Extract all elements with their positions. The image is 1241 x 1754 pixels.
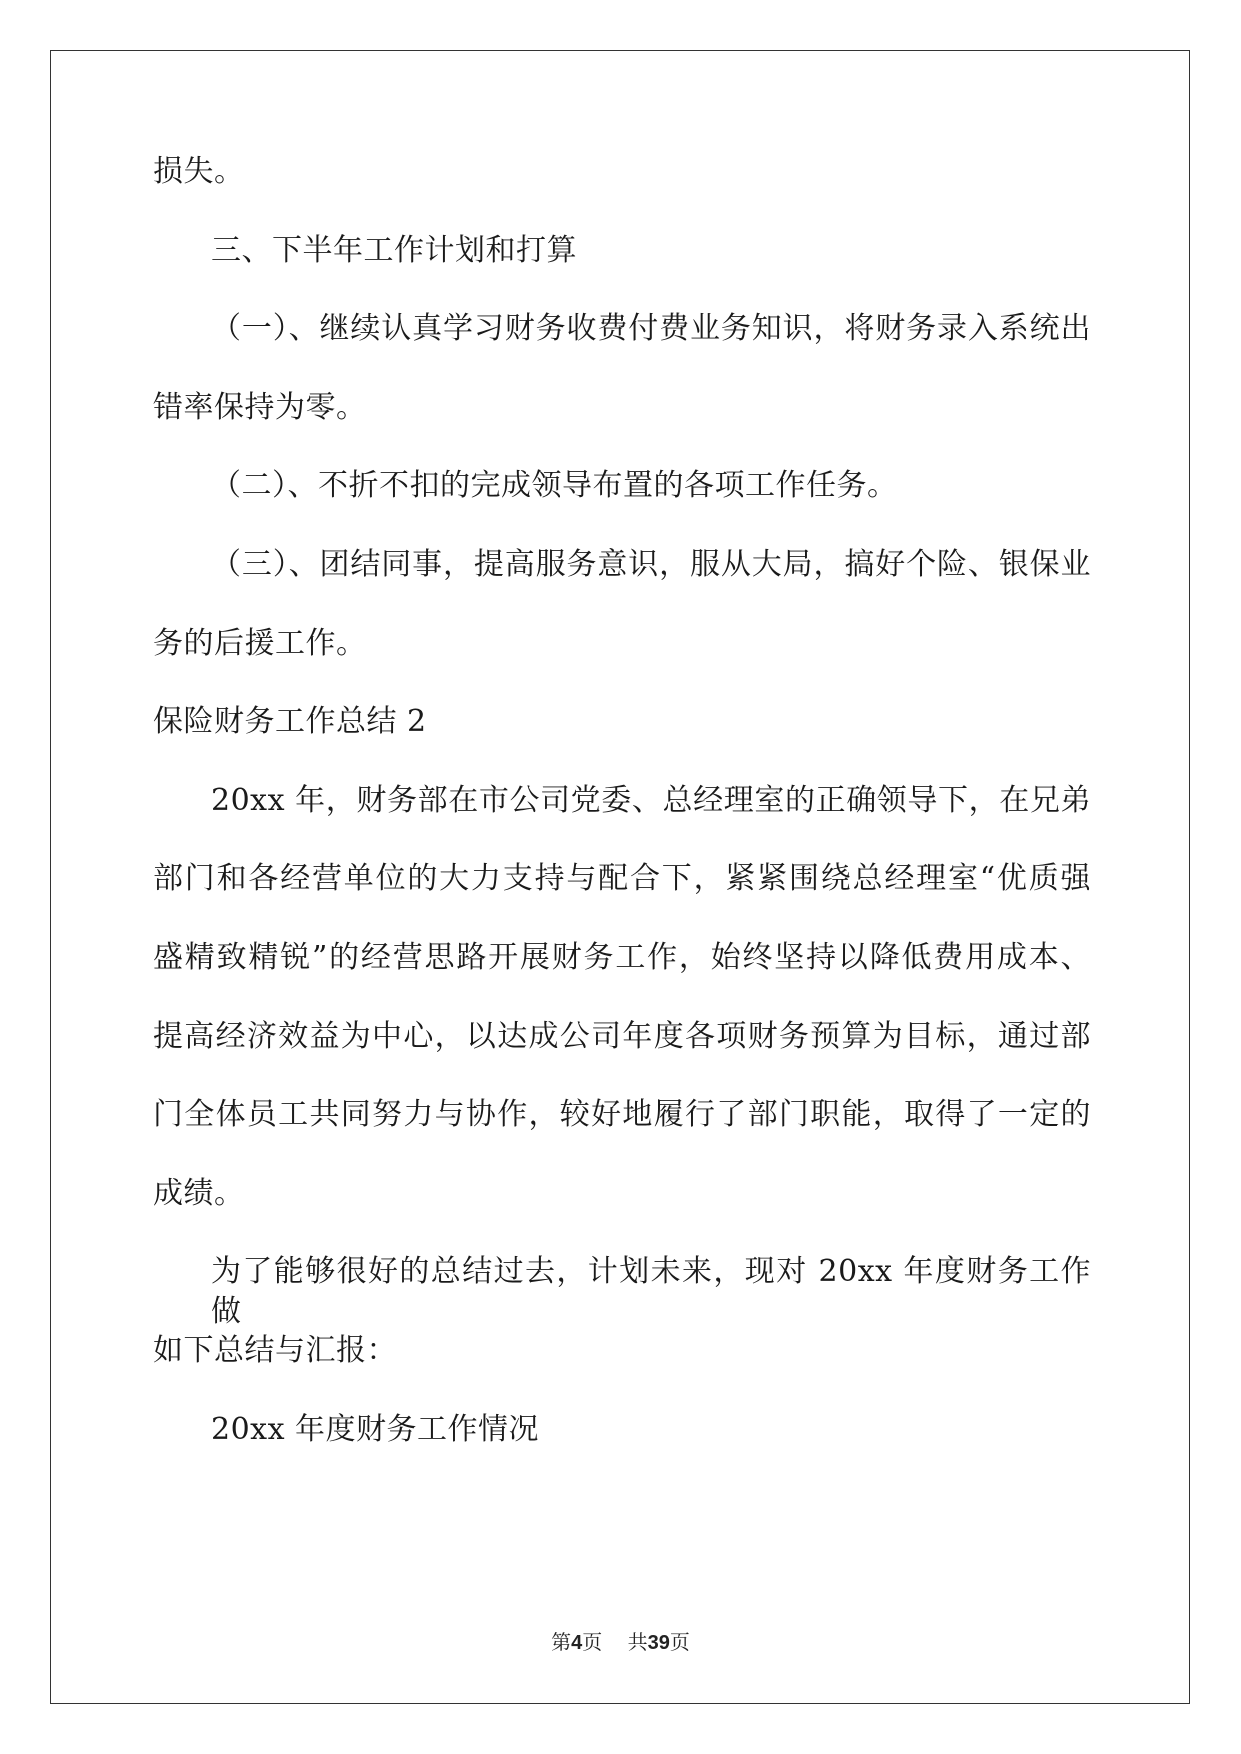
footer-total-prefix: 共 [627, 1630, 648, 1654]
text-line: 盛精致精锐”的经营思路开展财务工作，始终坚持以降低费用成本、 [153, 940, 1091, 975]
page-footer [0, 1630, 1241, 1655]
total-page-count: 39 [647, 1632, 670, 1654]
text-line: 部门和各经营单位的大力支持与配合下，紧紧围绕总经理室“优质强 [153, 861, 1091, 897]
footer-page-suffix: 页 [582, 1630, 603, 1654]
text-line: 如下总结与汇报： [153, 1333, 397, 1368]
text-line: 损失。 [153, 154, 245, 189]
section-heading: 三、下半年工作计划和打算 [211, 232, 577, 268]
text-line: 20xx 年，财务部在市公司党委、总经理室的正确领导下，在兄弟 [211, 782, 1091, 818]
footer-prefix: 第 [551, 1630, 572, 1654]
text-line: 错率保持为零。 [153, 389, 367, 425]
section-heading: 20xx 年度财务工作情况 [211, 1411, 540, 1447]
text-line: （二）、不折不扣的完成领导布置的各项工作任务。 [211, 468, 898, 504]
text-line: （一）、继续认真学习财务收费付费业务知识，将财务录入系统出 [211, 311, 1091, 347]
document-title: 保险财务工作总结 2 [153, 704, 427, 740]
text-line: 提高经济效益为中心，以达成公司年度各项财务预算为目标，通过部 [153, 1018, 1091, 1054]
text-line: 为了能够很好的总结过去，计划未来，现对 20xx 年度财务工作做 [211, 1254, 1091, 1330]
text-line: （三）、团结同事，提高服务意识，服从大局，搞好个险、银保业 [211, 547, 1091, 582]
current-page-number: 4 [571, 1632, 583, 1654]
text-line: 成绩。 [153, 1175, 245, 1211]
text-line: 门全体员工共同努力与协作，较好地履行了部门职能，取得了一定的 [153, 1097, 1091, 1133]
text-line: 务的后援工作。 [153, 625, 367, 661]
footer-total-suffix: 页 [669, 1630, 690, 1654]
